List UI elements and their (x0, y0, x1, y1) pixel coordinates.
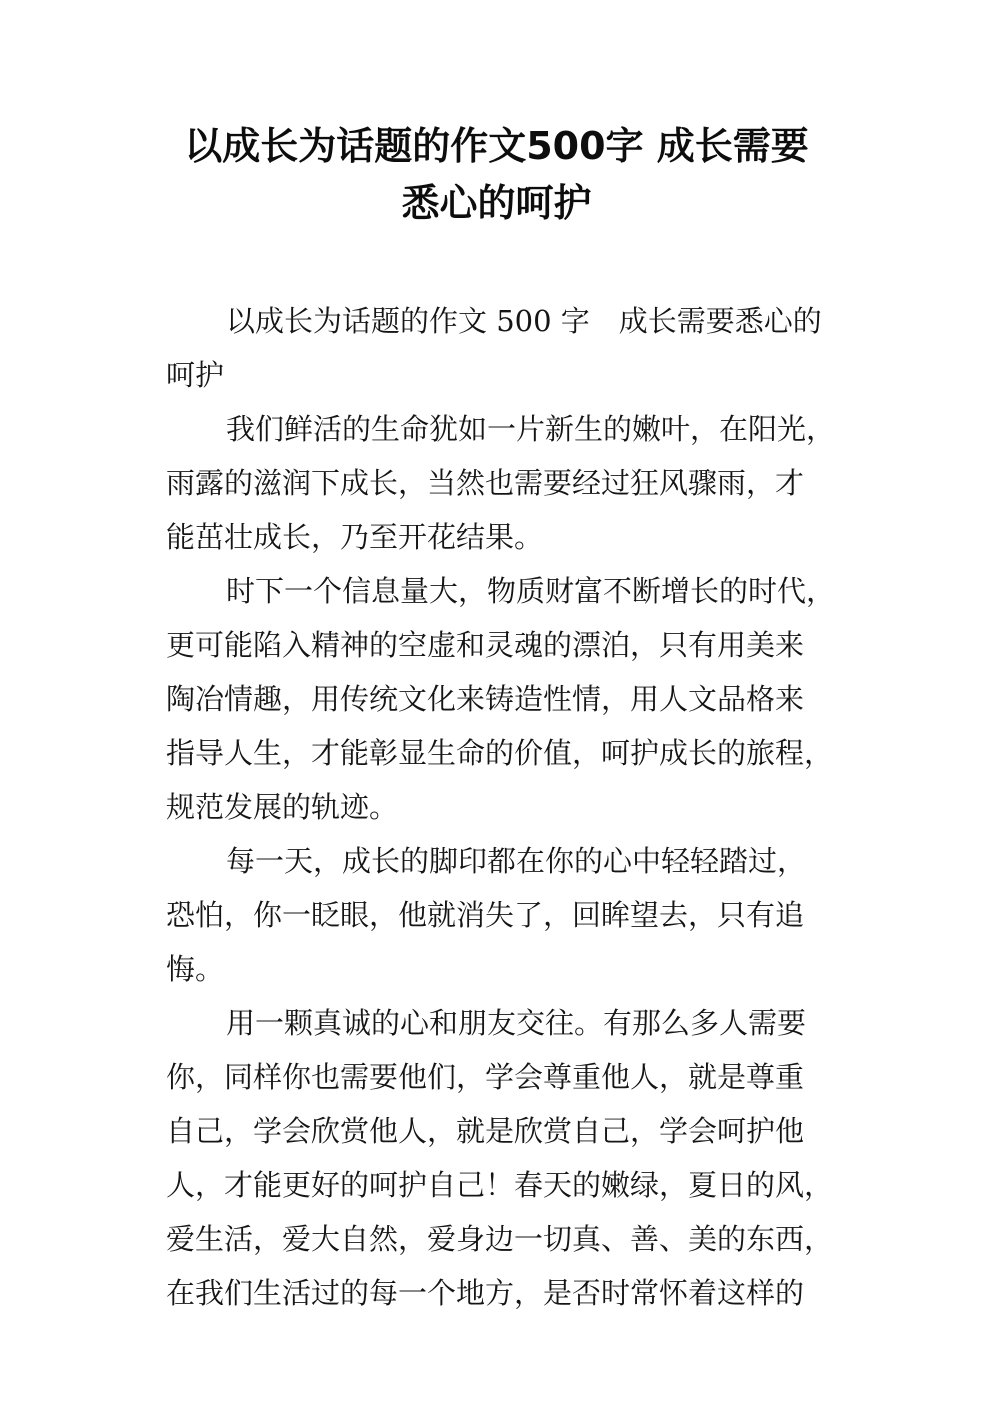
paragraph-4 (166, 834, 834, 996)
paragraph-line: 雨露的滋润下成长，当然也需要经过狂风骤雨，才 (166, 466, 805, 500)
paragraph-line: 更可能陷入精神的空虚和灵魂的漂泊，只有用美来 (166, 628, 805, 662)
paragraph-line: 我们鲜活的生命犹如一片新生的嫩叶，在阳光， (226, 412, 836, 446)
paragraph-line: 爱生活，爱大自然，爱身边一切真、善、美的东西， (166, 1222, 834, 1256)
document-body (166, 294, 834, 1320)
paragraph-5 (166, 996, 834, 1320)
paragraph-line: 人，才能更好的呵护自己！春天的嫩绿，夏日的风， (166, 1168, 834, 1202)
paragraph-line: 时下一个信息量大，物质财富不断增长的时代， (226, 574, 836, 608)
paragraph-line: 悔。 (166, 952, 225, 986)
paragraph-1 (166, 294, 834, 402)
paragraph-line: 能茁壮成长，乃至开花结果。 (166, 520, 544, 554)
paragraph-line: 自己，学会欣赏他人，就是欣赏自己，学会呵护他 (166, 1114, 805, 1148)
document-title (150, 118, 843, 232)
paragraph-line: 以成长为话题的作文 500 字 成长需要悉心的 (226, 304, 822, 338)
paragraph-3 (166, 564, 834, 834)
paragraph-line: 指导人生，才能彰显生命的价值，呵护成长的旅程， (166, 736, 834, 770)
paragraph-line: 你，同样你也需要他们，学会尊重他人，就是尊重 (166, 1060, 805, 1094)
paragraph-line: 陶冶情趣，用传统文化来铸造性情，用人文品格来 (166, 682, 805, 716)
paragraph-line: 规范发展的轨迹。 (166, 790, 399, 824)
paragraph-line: 呵护 (166, 358, 225, 392)
paragraph-line: 恐怕，你一眨眼，他就消失了，回眸望去，只有追 (166, 898, 805, 932)
title-line-2: 悉心的呵护 (401, 181, 592, 225)
paragraph-line: 用一颗真诚的心和朋友交往。有那么多人需要 (226, 1006, 807, 1040)
paragraph-line: 每一天，成长的脚印都在你的心中轻轻踏过， (226, 844, 807, 878)
paragraph-line: 在我们生活过的每一个地方，是否时常怀着这样的 (166, 1276, 805, 1310)
paragraph-2 (166, 402, 834, 564)
title-line-1: 以成长为话题的作文500字 成长需要 (184, 124, 809, 168)
